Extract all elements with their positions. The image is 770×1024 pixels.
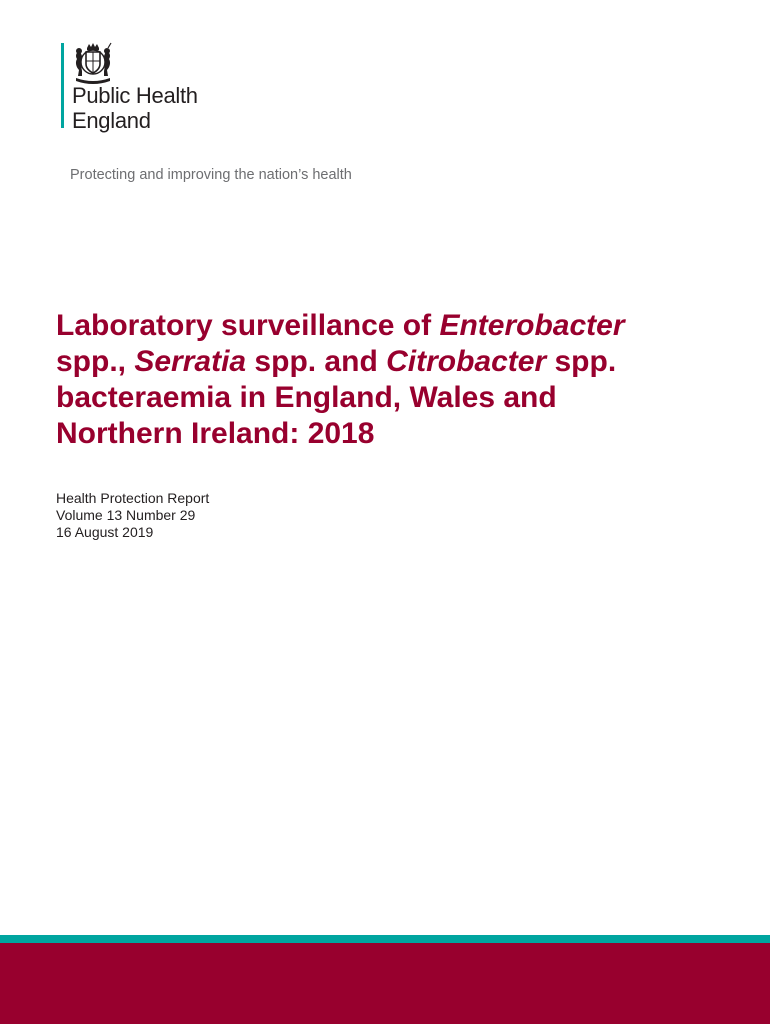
report-series: Health Protection Report (56, 490, 210, 506)
report-volume: Volume 13 Number 29 (56, 507, 196, 523)
report-date: 16 August 2019 (56, 524, 154, 540)
report-title-line2: spp., Serratia spp. and Citrobacter spp. (56, 345, 617, 378)
report-metadata (56, 490, 209, 541)
organisation-name (72, 83, 198, 133)
organisation-strapline: Protecting and improving the nation’s health (70, 167, 352, 183)
logo-divider-rule (61, 43, 64, 128)
report-title-line1: Laboratory surveillance of Enterobacter (56, 309, 625, 342)
footer-maroon-band (0, 943, 770, 1024)
report-title (56, 308, 736, 452)
organisation-name-line1: Public Health (72, 83, 198, 108)
footer-teal-band (0, 935, 770, 943)
report-title-line4: Northern Ireland: 2018 (56, 417, 375, 450)
royal-coat-of-arms-icon (70, 42, 116, 84)
organisation-name-line2: England (72, 108, 151, 133)
report-title-line3: bacteraemia in England, Wales and (56, 381, 557, 414)
